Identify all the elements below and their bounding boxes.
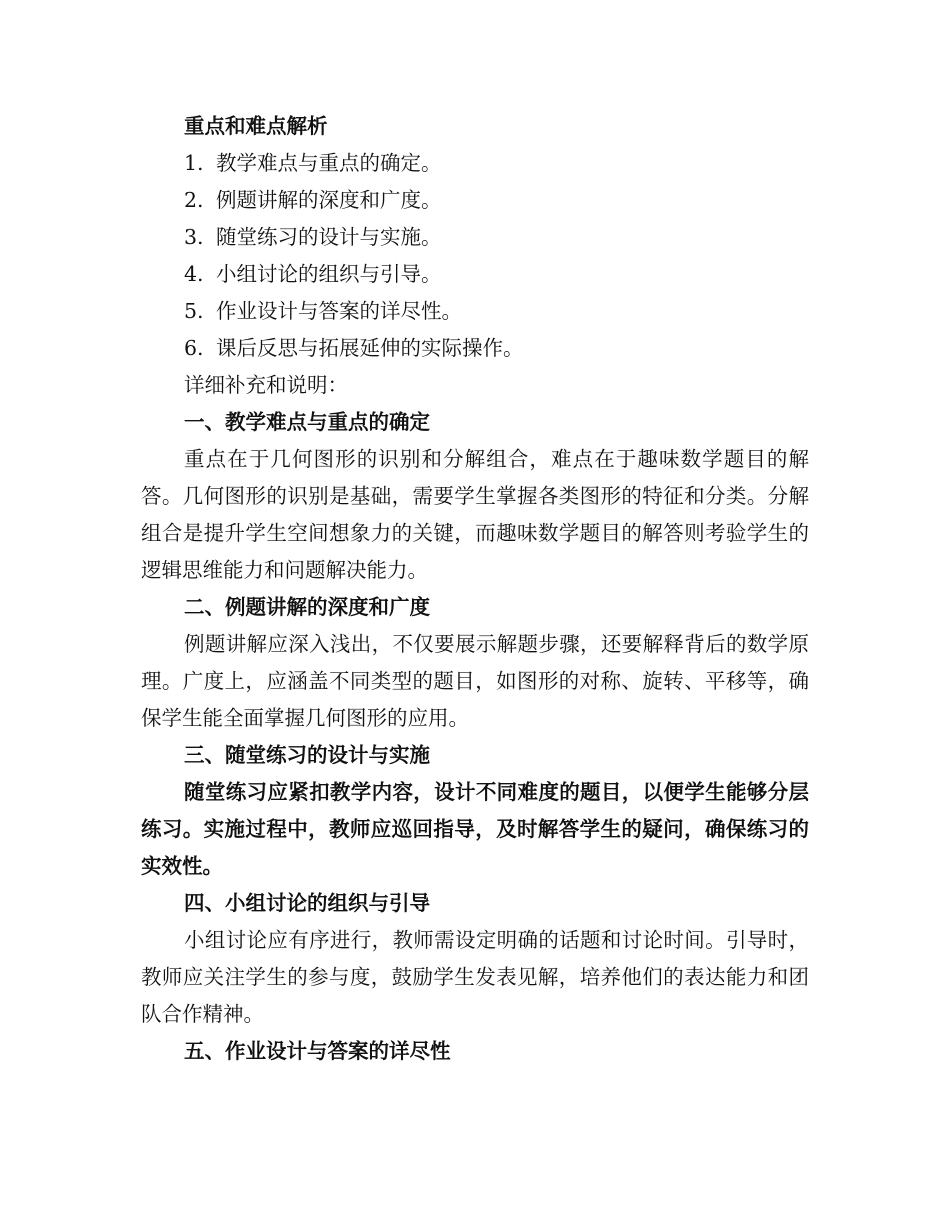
list-item: [141, 293, 809, 330]
section-body-2: 例题讲解应深入浅出，不仅要展示解题步骤，还要解释背后的数学原理。广度上，应涵盖不同类型的题目，如图形的对称、旋转、平移等，确保学生能全面掌握几何图形的应用。: [141, 632, 809, 730]
supplement-label: 详细补充和说明：: [184, 373, 348, 397]
list-item: [141, 330, 809, 367]
document-body: [141, 108, 809, 1070]
section-body-4: 小组讨论应有序进行，教师需设定明确的话题和讨论时间。引导时，教师应关注学生的参与度，鼓励学生发表见解，培养他们的表达能力和团队合作精神。: [141, 928, 809, 1026]
list-item: [141, 182, 809, 219]
document-title: 重点和难点解析: [184, 114, 328, 138]
section-heading-2: 二、例题讲解的深度和广度: [184, 595, 430, 619]
list-item-number: 3.: [184, 225, 204, 249]
list-item-text: 随堂练习的设计与实施。: [216, 225, 442, 249]
list-item-number: 4.: [184, 262, 204, 286]
section-heading-4: 四、小组讨论的组织与引导: [184, 891, 430, 915]
list-item-number: 6.: [184, 336, 204, 360]
list-item: [141, 145, 809, 182]
list-item-text: 课后反思与拓展延伸的实际操作。: [216, 336, 524, 360]
section-body-1: 重点在于几何图形的识别和分解组合，难点在于趣味数学题目的解答。几何图形的识别是基础，需要学生掌握各类图形的特征和分类。分解组合是提升学生空间想象力的关键，而趣味数学题目的解答则考验学生的逻辑思维能力和问题解决能力。: [141, 447, 809, 582]
section-heading-3: 三、随堂练习的设计与实施: [184, 743, 430, 767]
list-item-text: 作业设计与答案的详尽性。: [216, 299, 462, 323]
list-item: [141, 219, 809, 256]
section-heading-5: 五、作业设计与答案的详尽性: [184, 1039, 451, 1063]
section-heading-1: 一、教学难点与重点的确定: [184, 410, 430, 434]
list-item: [141, 256, 809, 293]
list-item-text: 教学难点与重点的确定。: [216, 151, 442, 175]
list-item-text: 例题讲解的深度和广度。: [216, 188, 442, 212]
list-item-number: 5.: [184, 299, 204, 323]
list-item-number: 1.: [184, 151, 204, 175]
list-item-text: 小组讨论的组织与引导。: [216, 262, 442, 286]
list-item-number: 2.: [184, 188, 204, 212]
section-body-3: 随堂练习应紧扣教学内容，设计不同难度的题目，以便学生能够分层练习。实施过程中，教师应巡回指导，及时解答学生的疑问，确保练习的实效性。: [141, 780, 809, 878]
